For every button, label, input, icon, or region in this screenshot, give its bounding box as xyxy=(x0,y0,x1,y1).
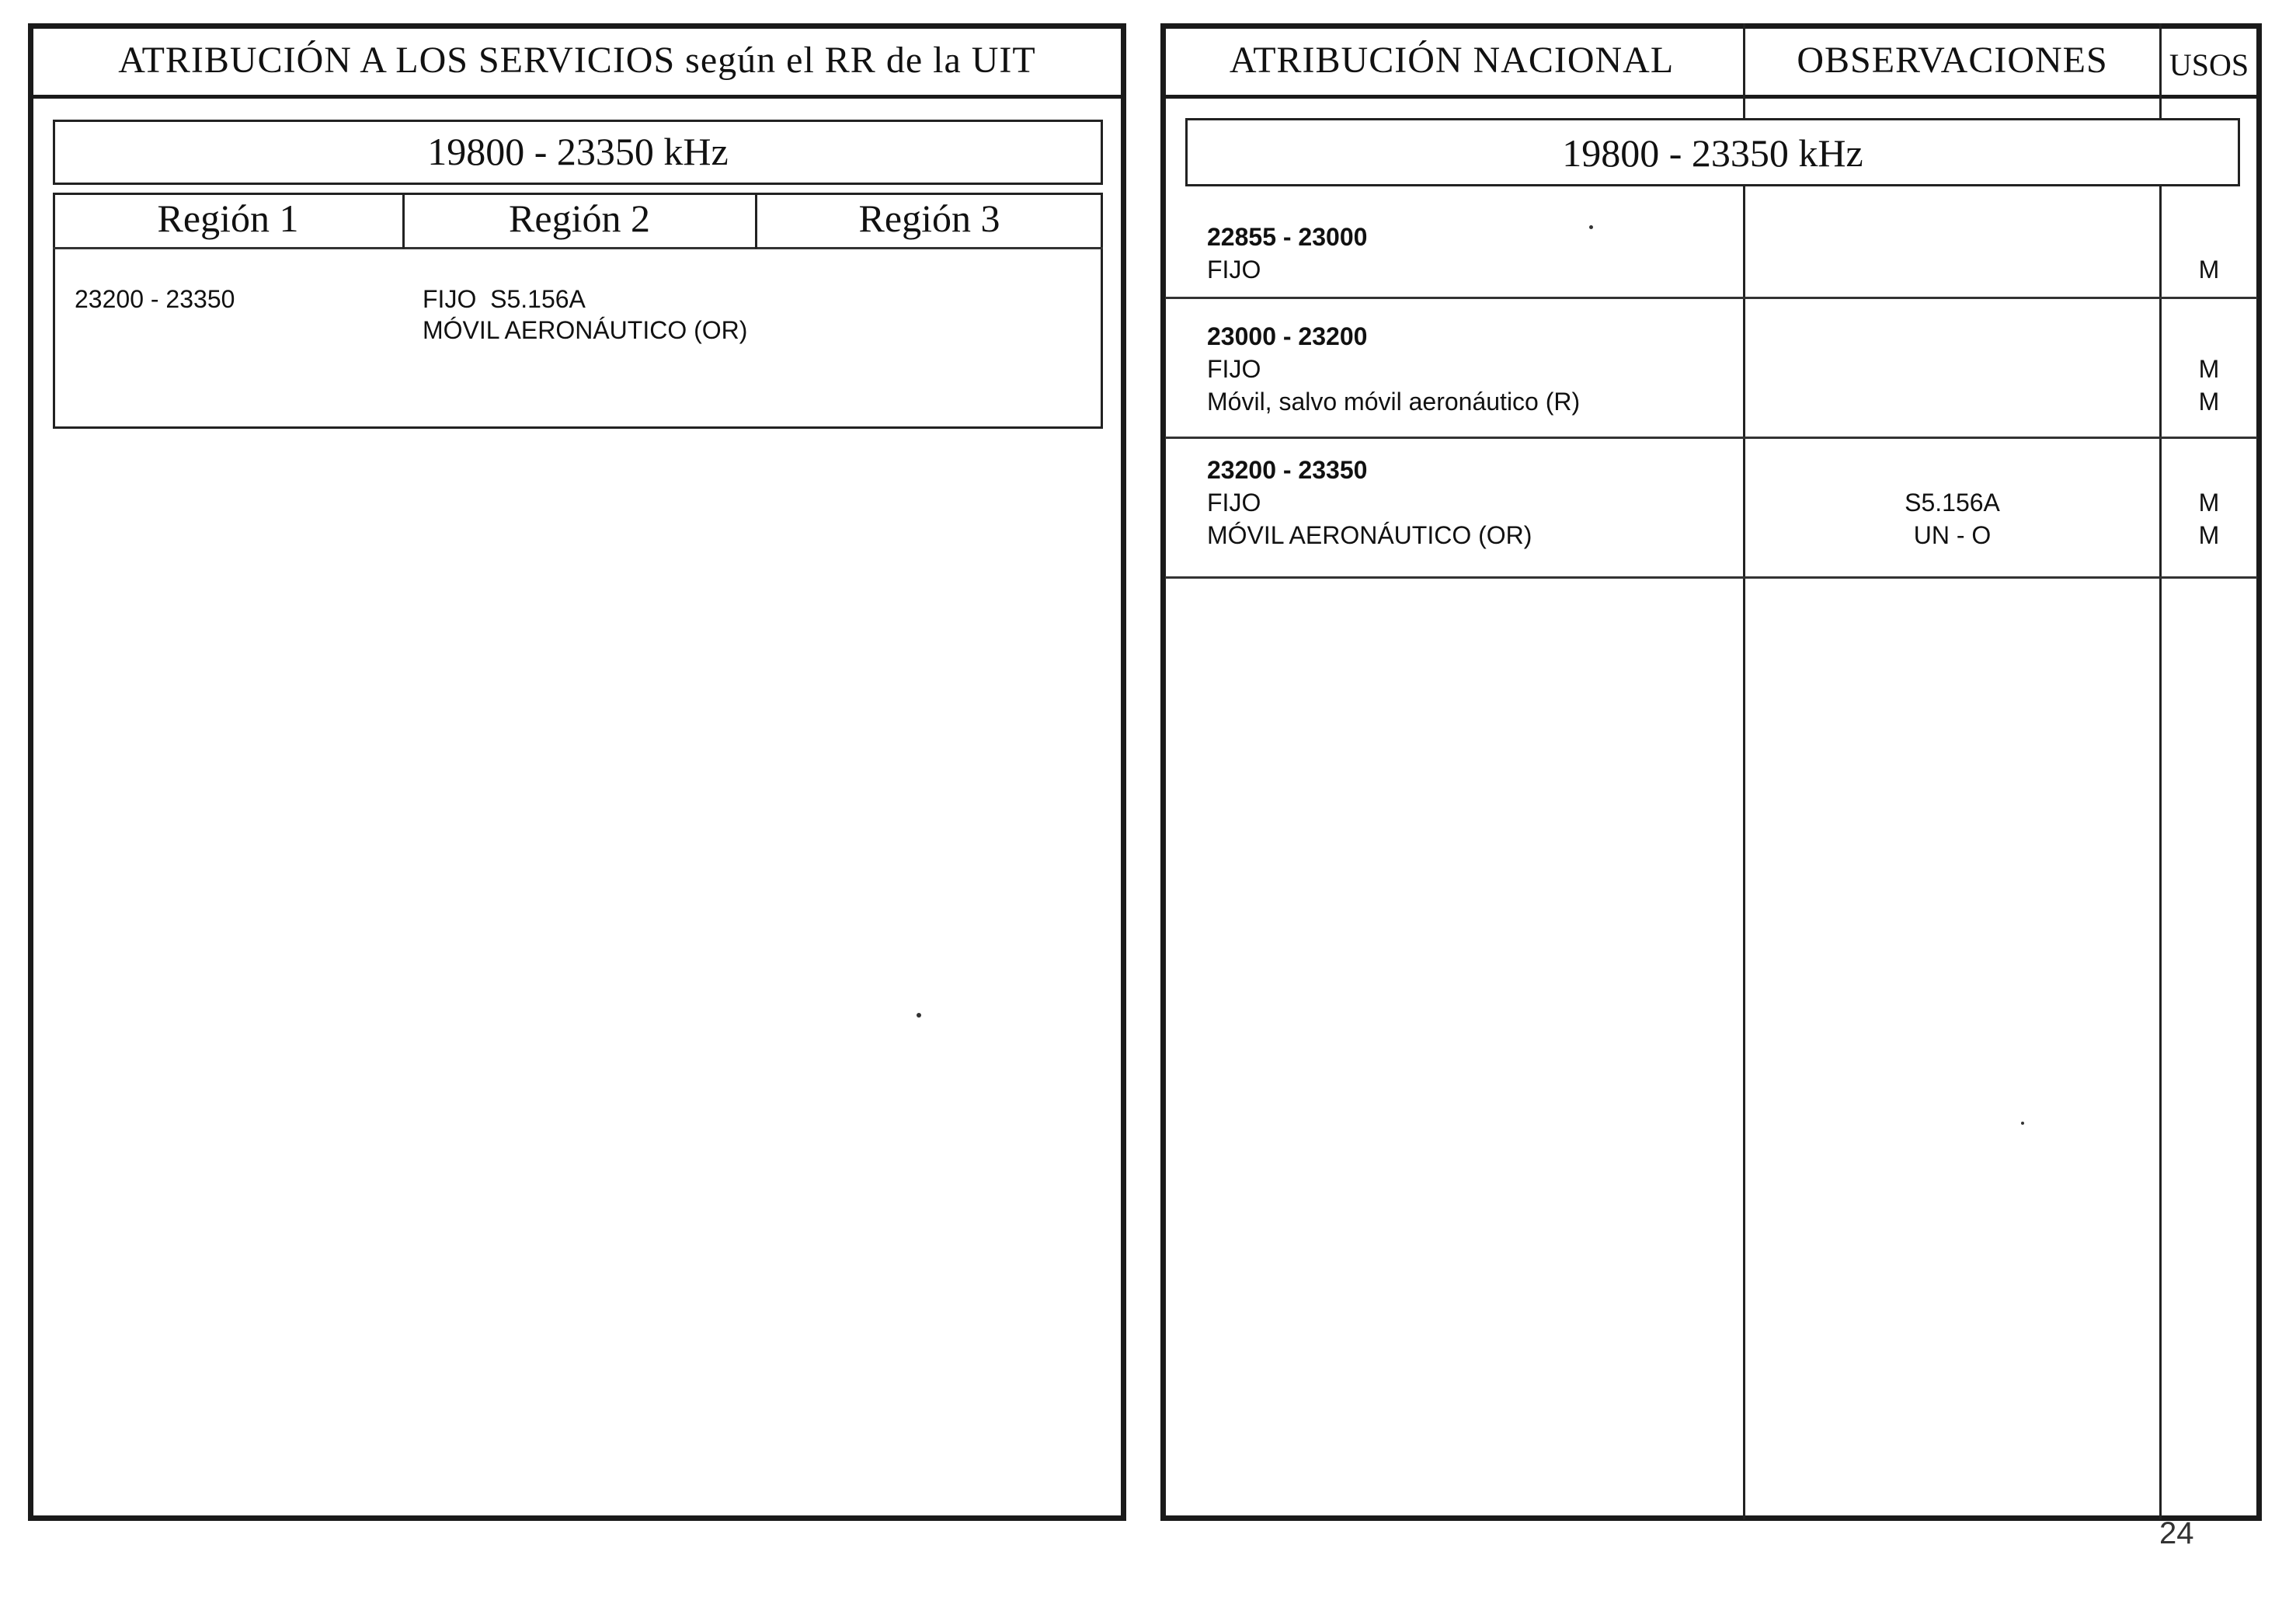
national-row-divider-3 xyxy=(1165,576,2257,579)
region-1-header: Región 1 xyxy=(157,197,299,240)
region-row-service-2: MÓVIL AERONÁUTICO (OR) xyxy=(423,316,748,344)
national-row-2-service-2: Móvil, salvo móvil aeronáutico (R) xyxy=(1207,388,1581,416)
left-band-label: 19800 - 23350 kHz xyxy=(427,130,729,173)
national-row-2-range: 23000 - 23200 xyxy=(1207,322,1368,350)
national-row-divider-1 xyxy=(1165,297,2257,299)
national-row-3-use-1: M xyxy=(2198,489,2220,517)
region-row-service-1: FIJO S5.156A xyxy=(423,285,586,313)
national-row-divider-2 xyxy=(1165,437,2257,439)
region-2-header: Región 2 xyxy=(509,197,650,240)
national-row-1-use-1: M xyxy=(2198,256,2220,284)
left-header-divider xyxy=(28,95,1126,99)
national-row-3-range: 23200 - 23350 xyxy=(1207,456,1368,484)
scan-speck xyxy=(1589,225,1593,229)
right-band-label: 19800 - 23350 kHz xyxy=(1562,131,1863,175)
national-row-2-use-1: M xyxy=(2198,355,2220,383)
uses-header: USOS xyxy=(2169,47,2249,82)
national-header: ATRIBUCIÓN NACIONAL xyxy=(1229,40,1675,81)
region-header-divider xyxy=(53,247,1103,249)
right-col-divider-uses xyxy=(2159,23,2162,1519)
national-row-1-range: 22855 - 23000 xyxy=(1207,223,1368,251)
scan-speck xyxy=(2021,1122,2024,1125)
observations-header: OBSERVACIONES xyxy=(1797,40,2108,81)
region-3-header: Región 3 xyxy=(858,197,1000,240)
scan-speck xyxy=(917,1013,921,1018)
national-row-3-service-2: MÓVIL AERONÁUTICO (OR) xyxy=(1207,521,1532,549)
right-col-divider-observations xyxy=(1743,23,1745,1519)
region-row-range: 23200 - 23350 xyxy=(75,285,235,313)
left-panel-title: ATRIBUCIÓN A LOS SERVICIOS según el RR de la UIT xyxy=(118,40,1036,81)
national-row-2-service-1: FIJO xyxy=(1207,355,1261,383)
national-row-1-service-1: FIJO xyxy=(1207,256,1261,284)
national-row-3-use-2: M xyxy=(2198,521,2220,549)
national-row-2-use-2: M xyxy=(2198,388,2220,416)
national-row-3-observation-1: S5.156A xyxy=(1905,489,2000,517)
page-number: 24 xyxy=(2159,1516,2194,1550)
right-header-divider xyxy=(1160,95,2262,99)
national-row-3-service-1: FIJO xyxy=(1207,489,1261,517)
national-row-3-observation-2: UN - O xyxy=(1913,521,1992,549)
